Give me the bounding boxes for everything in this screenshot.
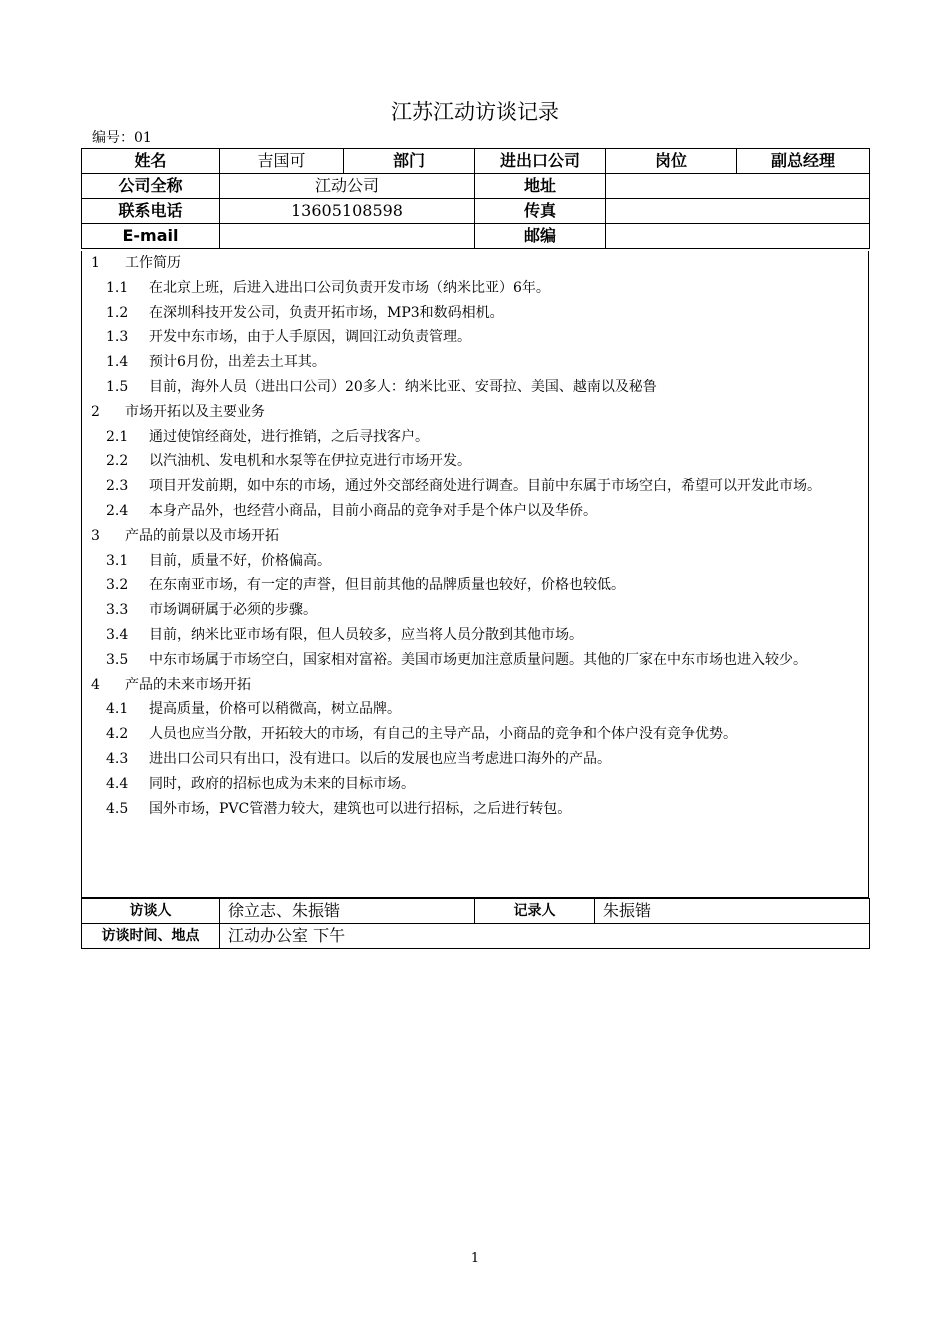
item-number: 1 bbox=[91, 255, 100, 271]
item-text: 人员也应当分散，开拓较大的市场，有自己的主导产品，小商品的竞争和个体户没有竞争优势。 bbox=[149, 726, 737, 743]
company-label: 公司全称 bbox=[82, 174, 220, 199]
name-value: 吉国可 bbox=[220, 149, 344, 174]
address-value bbox=[606, 174, 870, 199]
footer-row-time-place bbox=[82, 924, 870, 949]
item-text: 通过使馆经商处，进行推销，之后寻找客户。 bbox=[149, 428, 429, 445]
content-list bbox=[82, 251, 868, 821]
document-number: 编号：01 bbox=[92, 130, 152, 146]
item-number: 3.2 bbox=[106, 577, 129, 594]
item-text: 本身产品外，也经营小商品，目前小商品的竞争对手是个体户以及华侨。 bbox=[149, 502, 597, 519]
list-item bbox=[82, 648, 868, 673]
postcode-value bbox=[606, 224, 870, 249]
document-title: 江苏江动访谈记录 bbox=[391, 100, 559, 124]
item-number: 3 bbox=[91, 527, 100, 544]
item-text: 同时，政府的招标也成为未来的目标市场。 bbox=[149, 775, 415, 792]
footer-table bbox=[81, 898, 870, 949]
footer-row-people bbox=[82, 899, 870, 924]
name-label: 姓名 bbox=[82, 149, 220, 174]
list-item bbox=[82, 747, 868, 772]
recorder-label: 记录人 bbox=[475, 899, 595, 924]
info-row-company bbox=[82, 174, 870, 199]
item-number: 2 bbox=[91, 403, 100, 420]
item-number: 2.2 bbox=[106, 453, 129, 470]
item-text: 以汽油机、发电机和水泵等在伊拉克进行市场开发。 bbox=[149, 453, 471, 470]
list-item bbox=[82, 325, 868, 350]
position-value: 副总经理 bbox=[737, 149, 870, 174]
item-number: 4.3 bbox=[106, 750, 129, 767]
info-row-phone bbox=[82, 199, 870, 224]
section-heading bbox=[82, 524, 868, 549]
list-item bbox=[82, 573, 868, 598]
item-text: 工作简历 bbox=[125, 255, 181, 271]
item-text: 开发中东市场，由于人手原因，调回江动负责管理。 bbox=[149, 329, 471, 346]
item-number: 4 bbox=[91, 676, 100, 693]
info-row-email bbox=[82, 224, 870, 249]
item-text: 在北京上班，后进入进出口公司负责开发市场（纳米比亚）6年。 bbox=[149, 279, 550, 296]
item-number: 1.3 bbox=[106, 329, 129, 346]
item-text: 目前，纳米比亚市场有限，但人员较多，应当将人员分散到其他市场。 bbox=[149, 626, 583, 643]
item-text: 目前，质量不好，价格偏高。 bbox=[149, 552, 331, 569]
list-item bbox=[82, 697, 868, 722]
item-text: 产品的未来市场开拓 bbox=[125, 676, 251, 693]
phone-value: 13605108598 bbox=[220, 199, 475, 224]
item-number: 1.1 bbox=[106, 279, 129, 296]
email-label: E-mail bbox=[82, 224, 220, 249]
item-text: 目前，海外人员（进出口公司）20多人：纳米比亚、安哥拉、美国、越南以及秘鲁 bbox=[149, 378, 657, 395]
list-item bbox=[82, 375, 868, 400]
dept-value: 进出口公司 bbox=[475, 149, 606, 174]
dept-label: 部门 bbox=[344, 149, 475, 174]
info-table bbox=[81, 148, 870, 249]
section-heading bbox=[82, 673, 868, 698]
recorder-value: 朱振锴 bbox=[595, 899, 870, 924]
time-place-value: 江动办公室 下午 bbox=[220, 924, 870, 949]
info-row-name bbox=[82, 149, 870, 174]
time-place-label: 访谈时间、地点 bbox=[82, 924, 220, 949]
list-item bbox=[82, 797, 868, 822]
item-text: 提高质量，价格可以稍微高，树立品牌。 bbox=[149, 701, 401, 718]
list-item bbox=[82, 499, 868, 524]
item-text: 进出口公司只有出口，没有进口。以后的发展也应当考虑进口海外的产品。 bbox=[149, 750, 611, 767]
item-text: 产品的前景以及市场开拓 bbox=[125, 527, 279, 544]
item-text: 国外市场，PVC管潜力较大，建筑也可以进行招标，之后进行转包。 bbox=[149, 800, 572, 817]
postcode-label: 邮编 bbox=[475, 224, 606, 249]
list-item bbox=[82, 276, 868, 301]
section-heading bbox=[82, 251, 868, 276]
item-number: 4.2 bbox=[106, 726, 129, 743]
item-number: 4.4 bbox=[106, 775, 129, 792]
list-item bbox=[82, 350, 868, 375]
item-number: 3.5 bbox=[106, 651, 129, 668]
item-number: 3.3 bbox=[106, 602, 129, 619]
item-number: 3.1 bbox=[106, 552, 129, 569]
list-item bbox=[82, 549, 868, 574]
phone-label: 联系电话 bbox=[82, 199, 220, 224]
section-heading bbox=[82, 400, 868, 425]
item-number: 2.3 bbox=[106, 478, 129, 495]
item-text: 项目开发前期，如中东的市场，通过外交部经商处进行调查。目前中东属于市场空白，希望可以开发此市场。 bbox=[149, 478, 821, 495]
page-number: 1 bbox=[470, 1251, 480, 1266]
item-number: 1.2 bbox=[106, 304, 129, 321]
item-number: 3.4 bbox=[106, 626, 129, 643]
list-item bbox=[82, 772, 868, 797]
item-number: 2.4 bbox=[106, 502, 129, 519]
interview-content bbox=[81, 251, 869, 898]
fax-value bbox=[606, 199, 870, 224]
item-text: 在东南亚市场，有一定的声誉，但目前其他的品牌质量也较好，价格也较低。 bbox=[149, 577, 625, 594]
item-number: 2.1 bbox=[106, 428, 129, 445]
list-item bbox=[82, 425, 868, 450]
list-item bbox=[82, 722, 868, 747]
list-item bbox=[82, 301, 868, 326]
item-number: 4.5 bbox=[106, 800, 129, 817]
interviewer-label: 访谈人 bbox=[82, 899, 220, 924]
item-text: 预计6月份，出差去土耳其。 bbox=[149, 354, 326, 371]
position-label: 岗位 bbox=[606, 149, 737, 174]
item-number: 1.4 bbox=[106, 354, 129, 371]
item-text: 中东市场属于市场空白，国家相对富裕。美国市场更加注意质量问题。其他的厂家在中东市场也进入较少。 bbox=[149, 651, 807, 668]
list-item bbox=[82, 474, 868, 499]
list-item bbox=[82, 623, 868, 648]
company-value: 江动公司 bbox=[220, 174, 475, 199]
list-item bbox=[82, 598, 868, 623]
list-item bbox=[82, 449, 868, 474]
item-text: 在深圳科技开发公司，负责开拓市场，MP3和数码相机。 bbox=[149, 304, 504, 321]
interviewer-value: 徐立志、朱振锴 bbox=[220, 899, 475, 924]
fax-label: 传真 bbox=[475, 199, 606, 224]
item-text: 市场开拓以及主要业务 bbox=[125, 403, 265, 420]
item-number: 1.5 bbox=[106, 378, 129, 395]
email-value bbox=[220, 224, 475, 249]
item-number: 4.1 bbox=[106, 701, 129, 718]
address-label: 地址 bbox=[475, 174, 606, 199]
item-text: 市场调研属于必须的步骤。 bbox=[149, 602, 317, 619]
